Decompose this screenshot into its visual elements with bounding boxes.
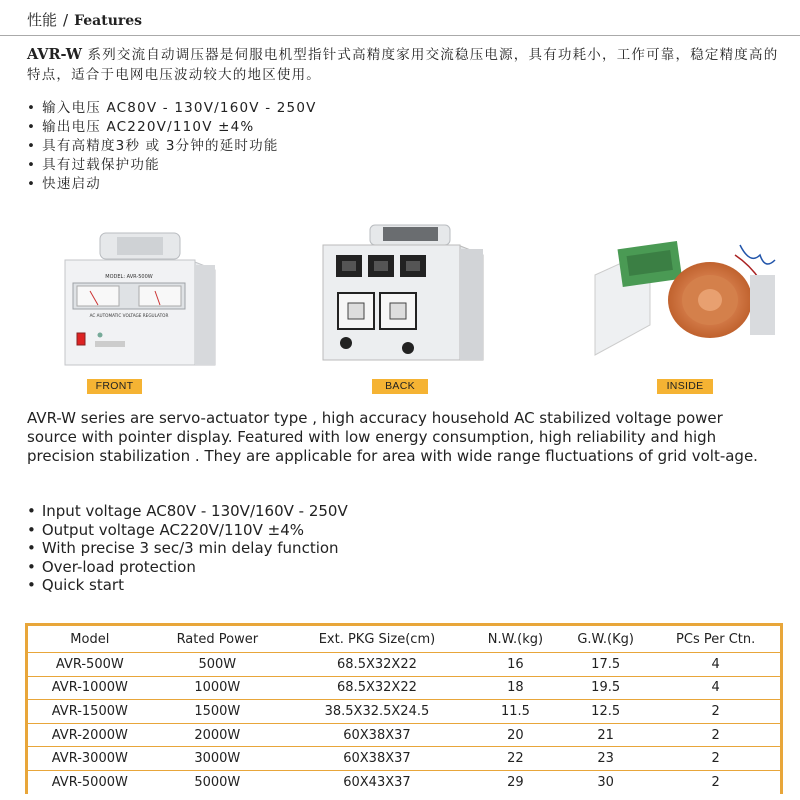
feature-item-en: • Input voltage AC80V - 130V/160V - 250V	[27, 502, 348, 521]
table-cell: 38.5X32.5X24.5	[283, 700, 471, 724]
features-list-english	[27, 502, 348, 595]
header-separator: /	[63, 11, 69, 29]
front-product-image	[45, 215, 235, 375]
spec-table-container	[25, 623, 783, 794]
table-cell: 30	[597, 774, 614, 790]
back-product-image	[308, 215, 498, 375]
table-cell: 17.5	[560, 653, 651, 677]
table-row	[27, 723, 782, 747]
feature-item-en: • With precise 3 sec/3 min delay function	[27, 539, 348, 558]
feature-item-cn: • 具有高精度3秒 或 3分钟的延时功能	[27, 137, 317, 156]
table-cell: 21	[560, 723, 651, 747]
intro-english: AVR-W series are servo-actuator type , high accuracy household AC stabilized voltage power source with pointer display. Featured with low energy consumption, high reliability and high precision stabilization . They are applicable for area with wide range fluctuations of grid volt-age.	[27, 409, 758, 465]
inside-product-image	[590, 215, 780, 375]
table-cell: 4	[651, 653, 781, 677]
table-row	[27, 747, 782, 771]
column-header: G.W.(Kg)	[560, 625, 651, 653]
header-divider	[0, 35, 800, 36]
feature-item-en: • Over-load protection	[27, 558, 348, 577]
table-row	[27, 770, 782, 793]
table-cell: 19.5	[560, 676, 651, 700]
intro-chinese-text: 系列交流自动调压器是伺服电机型指针式高精度家用交流稳压电源，具有功耗小，工作可靠，稳定精度高的特点，适合于电网电压波动较大的地区使用。	[27, 47, 779, 83]
table-cell: 60X38X37	[283, 723, 471, 747]
spec-table	[25, 623, 783, 794]
table-cell: 18	[471, 676, 560, 700]
table-cell: 2	[711, 774, 720, 790]
table-cell: AVR-500W	[27, 653, 152, 677]
table-header-row	[27, 625, 782, 653]
header-title-en: Features	[74, 13, 143, 29]
table-cell: 2	[651, 700, 781, 724]
feature-item-cn: • 具有过载保护功能	[27, 156, 317, 175]
table-cell: 1000W	[152, 676, 283, 700]
table-cell: 3000W	[152, 747, 283, 771]
back-label: BACK	[372, 379, 428, 394]
feature-item-cn: • 输入电压 AC80V - 130V/160V - 250V	[27, 99, 317, 118]
column-header: N.W.(kg)	[471, 625, 560, 653]
table-cell: 68.5X32X22	[283, 676, 471, 700]
table-cell: AVR-3000W	[27, 747, 152, 771]
intro-brand: AVR-W	[27, 46, 83, 63]
table-row	[27, 653, 782, 677]
table-cell: 23	[560, 747, 651, 771]
column-header: Model	[27, 625, 152, 653]
column-header: Ext. PKG Size(cm)	[283, 625, 471, 653]
table-cell: 68.5X32X22	[283, 653, 471, 677]
column-header: Rated Power	[152, 625, 283, 653]
table-cell: 5000W	[194, 774, 241, 790]
feature-item-cn: • 输出电压 AC220V/110V ±4%	[27, 118, 317, 137]
table-cell: AVR-2000W	[27, 723, 152, 747]
feature-item-cn: • 快速启动	[27, 175, 317, 194]
table-cell: AVR-1500W	[27, 700, 152, 724]
front-model-text: MODEL: AVR-500W	[105, 274, 153, 280]
table-row	[27, 700, 782, 724]
table-cell: 12.5	[560, 700, 651, 724]
table-cell: 4	[651, 676, 781, 700]
features-list-chinese	[27, 99, 317, 194]
feature-item-en: • Quick start	[27, 576, 348, 595]
table-cell: 60X43X37	[343, 774, 411, 790]
table-cell: 11.5	[471, 700, 560, 724]
table-cell: 20	[471, 723, 560, 747]
table-cell: 2000W	[152, 723, 283, 747]
header-title-cn: 性能	[27, 11, 58, 29]
table-cell: 1500W	[152, 700, 283, 724]
table-cell: 500W	[152, 653, 283, 677]
table-cell: AVR-5000W	[51, 774, 128, 790]
front-panel-text: AC AUTOMATIC VOLTAGE REGULATOR	[89, 313, 169, 318]
intro-chinese	[27, 45, 787, 85]
table-row	[27, 676, 782, 700]
front-label: FRONT	[87, 379, 142, 394]
table-cell: 2	[651, 747, 781, 771]
table-cell: 60X38X37	[283, 747, 471, 771]
table-cell: AVR-1000W	[27, 676, 152, 700]
table-cell: 29	[507, 774, 524, 790]
table-cell: 16	[471, 653, 560, 677]
feature-item-en: • Output voltage AC220V/110V ±4%	[27, 521, 348, 540]
section-header	[27, 9, 142, 30]
table-cell: 2	[651, 723, 781, 747]
table-cell: 22	[471, 747, 560, 771]
inside-label: INSIDE	[657, 379, 713, 394]
column-header: PCs Per Ctn.	[651, 625, 781, 653]
